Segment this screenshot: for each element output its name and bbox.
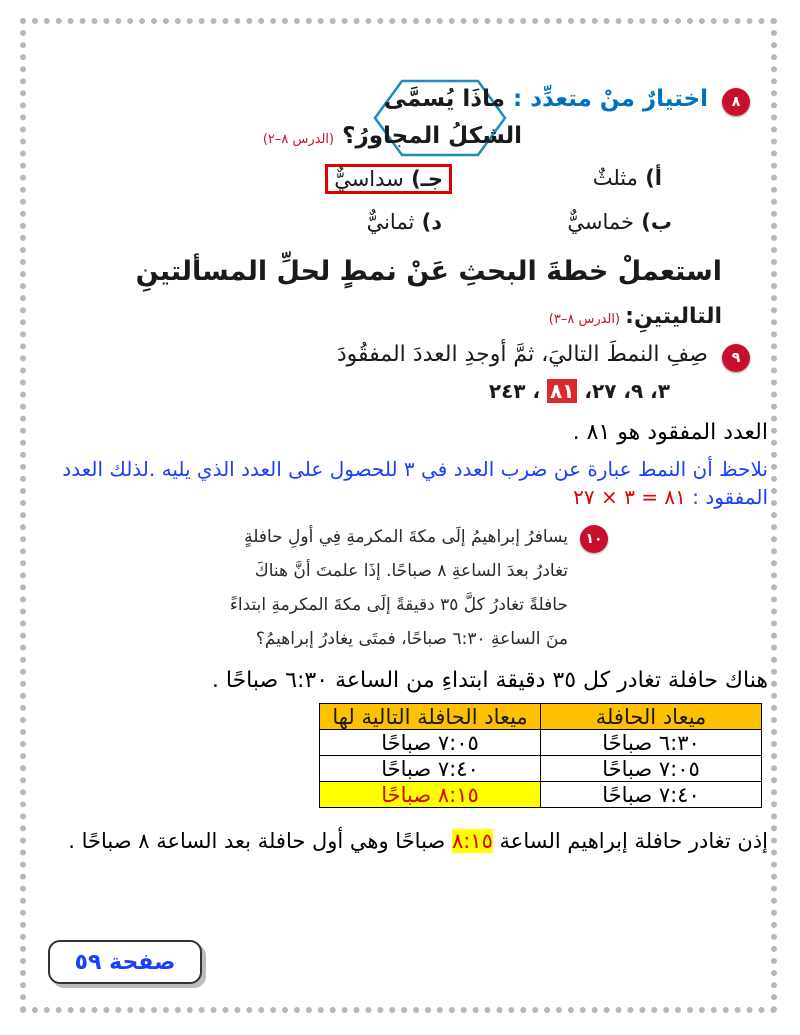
option-a-letter: أ) xyxy=(645,166,662,190)
q10-statement: هناك حافلة تغادر كل ٣٥ دقيقة ابتداءِ من الساعة ٦:٣٠ صباحًا . xyxy=(211,668,768,693)
table-cell: ٧:٤٠ صباحًا xyxy=(541,782,762,808)
table-cell: ٧:٠٥ صباحًا xyxy=(320,730,541,756)
seq-before: ٣، ٩، ٢٧، xyxy=(584,379,670,403)
q10-conclusion xyxy=(68,829,768,853)
q9-explanation-text: نلاحظ أن النمط عبارة عن ضرب العدد في ٣ للحصول على العدد الذي يليه .لذلك العدد المفقود : xyxy=(62,457,768,509)
option-b-text: خماسيٌّ xyxy=(567,210,634,234)
section-lesson: (الدرس ٨–٣) xyxy=(548,312,621,327)
q10-line: تغادرُ بعدَ الساعةِ ٨ صباحًا. إذَا علمتَ أنَّ هناكَ xyxy=(254,561,568,581)
table-cell: ٧:٠٥ صباحًا xyxy=(541,756,762,782)
option-c-selected[interactable] xyxy=(325,164,452,194)
option-b-letter: ب) xyxy=(641,210,672,234)
section-heading2: التاليتينِ: xyxy=(625,304,722,329)
section-heading: استعملْ خطةَ البحثِ عَنْ نمطٍ لحلِّ المسألتينِ xyxy=(135,256,722,287)
q9-equation: ٨١ = ٣ × ٢٧ xyxy=(573,485,686,509)
table-header: ميعاد الحافلة xyxy=(541,704,762,730)
q8-line2: الشكلُ المجاورُ؟ xyxy=(342,123,522,149)
q10-line: منَ الساعةِ ٦:٣٠ صباحًا، فمتَى يغادرُ إبراهيمُ؟ xyxy=(255,629,568,649)
table-cell-highlight: ٨:١٥ صباحًا xyxy=(320,782,541,808)
q10-line: حافلةً تغادرُ كلَّ ٣٥ دقيقةً إلَى مكةَ المكرمةِ ابتداءً xyxy=(229,595,568,615)
q9-explanation xyxy=(28,455,768,511)
question-number-badge: ٨ xyxy=(722,88,750,116)
q9-prompt: صِفِ النمطَ التاليَ، ثمَّ أوجدِ العددَ المفقُودَ xyxy=(336,342,708,367)
q8-question: ماذَا يُسمَّى xyxy=(383,86,505,112)
table-row xyxy=(320,756,762,782)
q8-line2-wrap xyxy=(263,123,522,149)
option-d-letter: د) xyxy=(421,210,442,234)
q9-answer: العدد المفقود هو ٨١ . xyxy=(572,420,768,445)
table-header: ميعاد الحافلة التالية لها xyxy=(320,704,541,730)
page-number-label: صفحة ٥٩ xyxy=(48,940,202,984)
seq-missing-highlight: ٨١ xyxy=(547,379,577,403)
table-row xyxy=(320,730,762,756)
option-c-text: سداسيٌّ xyxy=(334,167,404,191)
section-heading-line2 xyxy=(549,304,722,329)
option-b[interactable] xyxy=(567,210,672,234)
q9-sequence xyxy=(489,379,670,403)
q10-text xyxy=(148,520,568,656)
q8-label: اختيارٌ منْ متعدِّد : xyxy=(513,86,708,112)
question-number-badge: ١٠ xyxy=(580,525,608,553)
option-a-text: مثلثٌ xyxy=(592,166,638,190)
table-cell: ٧:٤٠ صباحًا xyxy=(320,756,541,782)
q8-title xyxy=(384,86,708,112)
option-c-letter: جـ) xyxy=(411,167,443,191)
option-d-text: ثمانيٌّ xyxy=(366,210,415,234)
conclusion-after: صباحًا وهي أول حافلة بعد الساعة ٨ صباحًا . xyxy=(68,829,446,853)
bus-schedule-table xyxy=(319,703,762,808)
seq-after: ، ٢٤٣ xyxy=(488,379,541,403)
question-number-badge: ٩ xyxy=(722,344,750,372)
option-d[interactable] xyxy=(367,210,442,234)
q8-lesson: (الدرس ٨–٢) xyxy=(262,132,335,147)
table-row xyxy=(320,782,762,808)
table-cell: ٦:٣٠ صباحًا xyxy=(541,730,762,756)
option-a[interactable] xyxy=(593,166,662,190)
conclusion-before: إذن تغادر حافلة إبراهيم الساعة xyxy=(499,829,768,853)
table-header-row xyxy=(320,704,762,730)
q10-line: يسافرُ إبراهيمُ إلَى مكةَ المكرمةِ فِي أولِ حافلةٍ xyxy=(244,527,568,547)
conclusion-highlight: ٨:١٥ xyxy=(451,829,493,853)
